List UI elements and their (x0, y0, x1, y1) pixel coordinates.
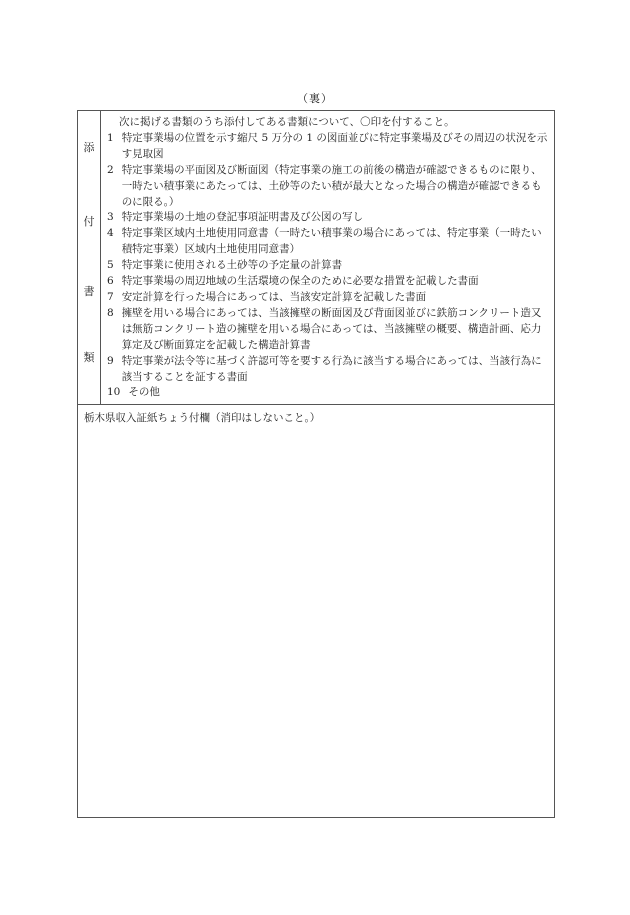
attachment-item-9[interactable] (107, 354, 549, 386)
item-text: 特定事業場の平面図及び断面図（特定事業の施工の前後の構造が確認できるものに限り、一時たい積事業にあたっては、土砂等のたい積が最大となった場合の構造が確認できるものに限る。） (121, 163, 542, 208)
attachment-item-7[interactable] (107, 290, 549, 306)
attachment-item-1[interactable] (107, 131, 549, 163)
attachments-side-label (78, 111, 101, 404)
item-text: 特定事業場の周辺地域の生活環境の保全のために必要な措置を記載した書面 (121, 275, 479, 288)
item-number: 7 (107, 290, 114, 303)
item-text: 特定事業に使用される土砂等の予定量の計算書 (121, 259, 343, 272)
side-label-char: 付 (83, 215, 95, 228)
item-number: 4 (107, 227, 114, 240)
attachments-list (107, 115, 549, 401)
item-text: 安定計算を行った場合にあっては、当該安定計算を記載した書面 (121, 290, 427, 303)
attachments-intro: 次に掲げる書類のうち添付してある書類について、〇印を付すること。 (119, 116, 455, 128)
attachment-item-3[interactable] (107, 210, 549, 226)
item-number: 1 (107, 131, 114, 144)
attachment-item-5[interactable] (107, 258, 549, 274)
item-text: 特定事業が法令等に基づく許認可等を要する行為に該当する場合にあっては、当該行為に該当することを証する書面 (121, 354, 542, 383)
revenue-stamp-label: 栃木県収入証紙ちょう付欄（消印はしないこと。） (84, 412, 321, 424)
attachment-item-2[interactable] (107, 163, 549, 211)
item-text: 擁壁を用いる場合にあっては、当該擁壁の断面図及び背面図並びに鉄筋コンクリート造又は無筋コンクリート造の擁壁を用いる場合にあっては、当該擁壁の概要、構造計画、応力算定及び断面算定を記載した構造計算書 (121, 306, 542, 351)
attachment-item-8[interactable] (107, 306, 549, 354)
form-frame (77, 110, 555, 818)
attachment-item-10[interactable] (107, 385, 549, 401)
item-number: 5 (107, 259, 114, 272)
item-text: 特定事業区域内土地使用同意書（一時たい積事業の場合にあっては、特定事業（一時たい積特定事業）区域内土地使用同意書） (121, 227, 542, 256)
item-number: 6 (107, 275, 114, 288)
item-number: 9 (107, 354, 114, 367)
side-label-char: 類 (83, 351, 95, 364)
item-number: 2 (107, 163, 114, 176)
side-label-char: 添 (83, 141, 95, 154)
item-text: その他 (128, 386, 160, 399)
item-number: 8 (107, 306, 114, 319)
attachment-item-6[interactable] (107, 274, 549, 290)
side-label-char: 書 (83, 285, 95, 298)
item-number: 3 (107, 211, 114, 224)
attachment-item-4[interactable] (107, 226, 549, 258)
revenue-stamp-area[interactable] (78, 405, 554, 817)
item-number: 10 (107, 386, 121, 399)
item-text: 特定事業場の位置を示す縮尺 5 万分の 1 の図面並びに特定事業場及びその周辺の状況を示す見取図 (121, 131, 548, 160)
page-heading: （裏） (297, 92, 333, 105)
attachments-section (78, 111, 554, 405)
item-text: 特定事業場の土地の登記事項証明書及び公図の写し (121, 211, 364, 224)
